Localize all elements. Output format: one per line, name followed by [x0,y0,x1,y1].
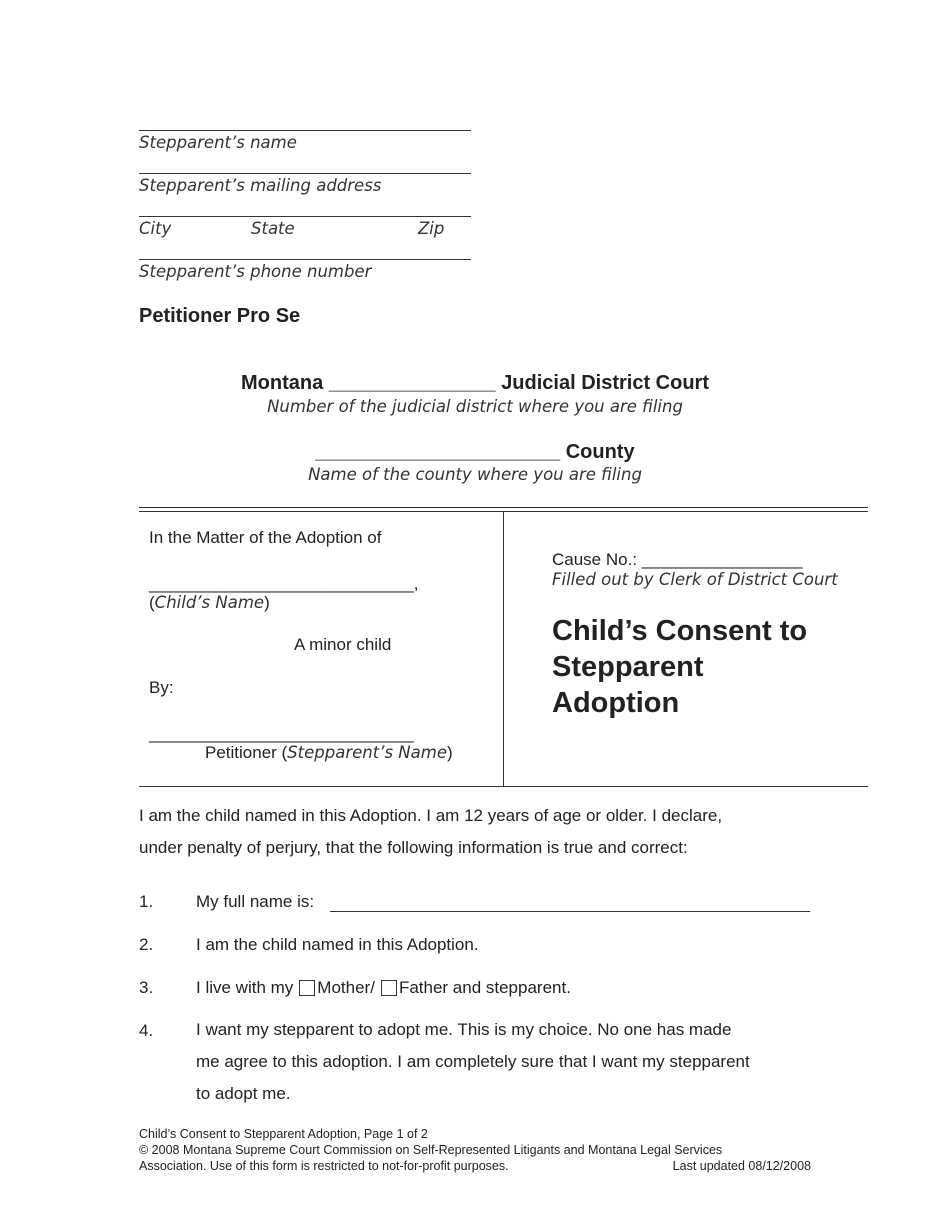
county-line [0,441,950,464]
city-label: City [139,219,172,238]
county-label: County [565,441,635,463]
court-line [0,372,950,395]
item-4-text [196,1014,750,1110]
district-number-blank[interactable]: _______________ [328,372,496,394]
petitioner-prefix: Petitioner ( [205,743,288,762]
name-line[interactable] [139,130,471,131]
title-line-3: Adoption [552,687,680,719]
petitioner-caption [205,743,453,763]
montana-label: Montana [240,372,324,394]
title-line-1: Child’s Consent to [552,615,808,647]
document-title [552,613,807,721]
stepparent-address-label: Stepparent’s mailing address [139,176,382,195]
item-4-line-1: I want my stepparent to adopt me. This is my choice. No one has made [196,1020,732,1039]
item-1-text: My full name is: [196,892,315,911]
district-hint: Number of the judicial district where you are filing [267,397,683,416]
footer-page-info: Child’s Consent to Stepparent Adoption, Page 1 of 2 [139,1127,428,1141]
intro-line-2: under penalty of perjury, that the following information is true and correct: [139,838,688,857]
item-4-number: 4. [139,1021,154,1040]
title-line-2: Stepparent [552,651,704,683]
item-4-line-2: me agree to this adoption. I am completely sure that I want my stepparent [196,1052,750,1071]
county-blank[interactable]: ______________________ [315,441,561,463]
phone-line[interactable] [139,259,471,260]
minor-child-label: A minor child [294,635,392,654]
item-4-line-3: to adopt me. [196,1084,291,1103]
caption-bottom-rule [139,786,868,787]
caption-top-rule-1 [139,507,868,508]
petitioner-blank[interactable]: ____________________________ [149,724,414,743]
judicial-district-label: Judicial District Court [501,372,709,394]
footer [139,1126,811,1174]
city-state-zip-line[interactable] [139,216,471,217]
full-name-blank[interactable] [330,911,810,912]
item-2-number: 2. [139,935,154,954]
paren-close: ) [264,593,270,612]
footer-restriction-row [139,1158,811,1174]
county-hint: Name of the county where you are filing [308,465,642,484]
caption-divider [503,511,504,786]
father-option-label: Father and stepparent. [398,978,571,997]
mother-option-label: Mother/ [317,978,375,997]
matter-label: In the Matter of the Adoption of [149,528,382,547]
zip-label: Zip [418,219,445,238]
item-2-text: I am the child named in this Adoption. [196,935,479,954]
stepparent-phone-label: Stepparent’s phone number [139,262,372,281]
item-3-text: I live with my [196,978,294,997]
petitioner-pro-se: Petitioner Pro Se [139,305,301,327]
child-name-label: Child’s Name [154,593,265,612]
petitioner-name-label: Stepparent’s Name [287,743,447,762]
by-label: By: [149,678,174,697]
state-label: State [251,219,295,238]
item-1-number: 1. [139,892,154,911]
address-line[interactable] [139,173,471,174]
item-3-number: 3. [139,978,154,997]
clerk-hint: Filled out by Clerk of District Court [552,570,838,589]
paren-open: ( [149,593,155,612]
intro-paragraph [139,800,722,864]
item-3-line [196,978,571,998]
child-name-caption [149,593,270,613]
footer-copyright: © 2008 Montana Supreme Court Commission on Self-Represented Litigants and Montana Legal Services [139,1143,723,1157]
father-checkbox[interactable] [381,980,397,996]
stepparent-name-label: Stepparent’s name [139,133,297,152]
child-name-blank[interactable]: ____________________________, [149,574,419,593]
footer-last-updated: Last updated 08/12/2008 [672,1159,811,1173]
intro-line-1: I am the child named in this Adoption. I am 12 years of age or older. I declare, [139,806,723,825]
cause-number[interactable]: Cause No.: _________________ [552,550,803,569]
footer-restriction: Association. Use of this form is restricted to not-for-profit purposes. [139,1159,509,1173]
petitioner-suffix: ) [446,743,453,762]
mother-checkbox[interactable] [299,980,315,996]
